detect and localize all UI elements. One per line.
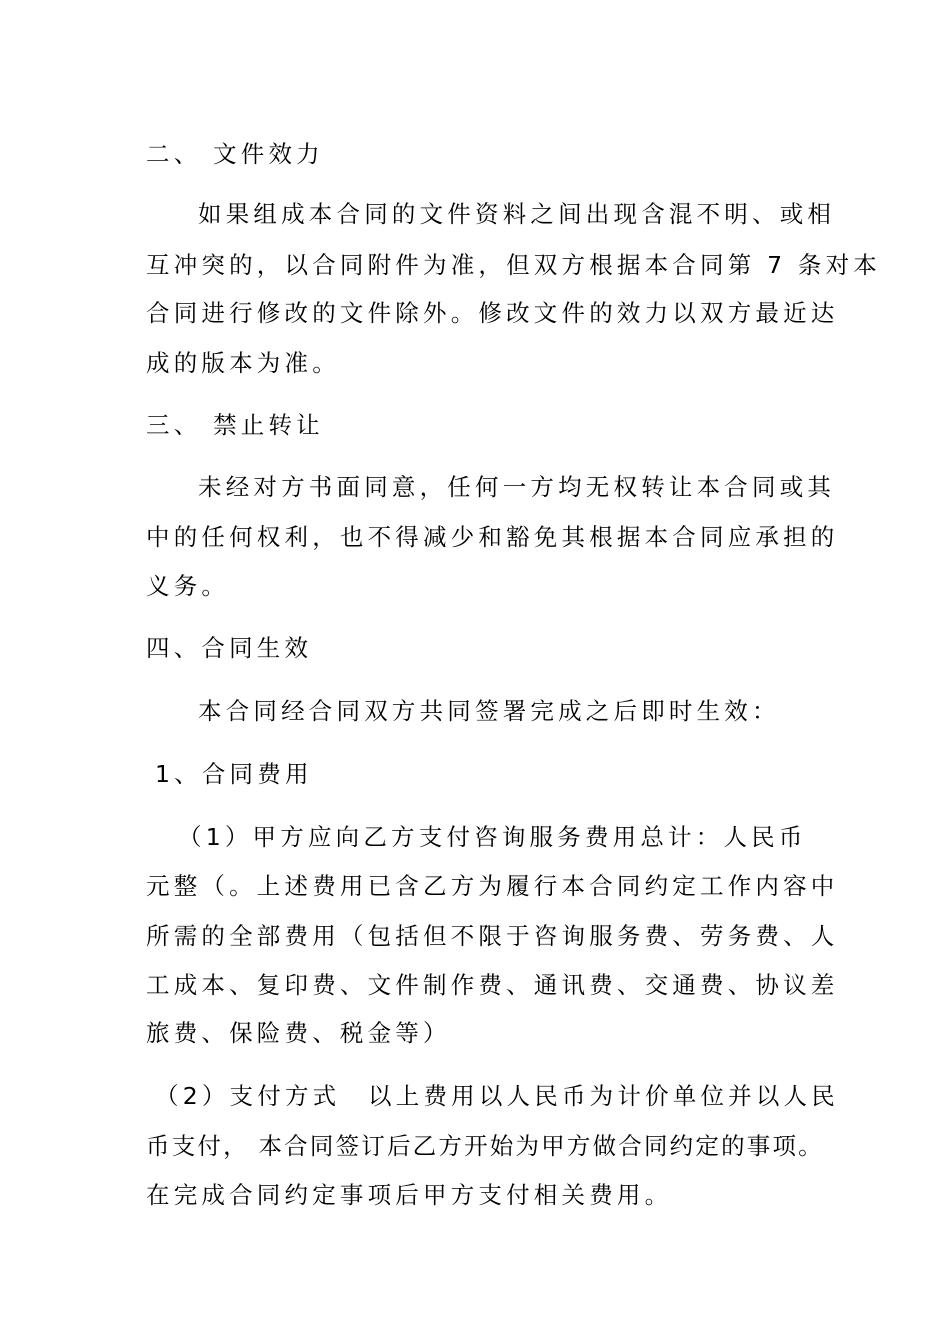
paragraph-line: 币支付， 本合同签订后乙方开始为甲方做合同约定的事项。 (146, 1132, 824, 1160)
paragraph-line: 旅费、保险费、税金等） (146, 1019, 451, 1047)
paragraph-line: 义务。 (146, 572, 230, 600)
paragraph-line: （1）甲方应向乙方支付咨询服务费用总计：人民币 (178, 823, 807, 851)
section-heading-no-transfer: 三、 禁止转让 (146, 411, 324, 439)
paragraph-line: 工成本、复印费、文件制作费、通讯费、交通费、协议差 (146, 971, 839, 999)
paragraph-line: 未经对方书面同意，任何一方均无权转让本合同或其 (198, 473, 836, 501)
paragraph-line: 互冲突的，以合同附件为准，但双方根据本合同第 7 条对本 (146, 251, 881, 279)
section-heading-contract-effect: 四、合同生效 (146, 634, 313, 662)
paragraph-line: 元整（。上述费用已含乙方为履行本合同约定工作内容中 (146, 872, 839, 900)
paragraph-line: 本合同经合同双方共同签署完成之后即时生效： (198, 697, 780, 725)
paragraph-line: 成的版本为准。 (146, 349, 340, 377)
paragraph-line: （2）支付方式 以上费用以人民币为计价单位并以人民 (155, 1082, 839, 1110)
paragraph-line: 在完成合同约定事项后甲方支付相关费用。 (146, 1181, 673, 1209)
paragraph-line: 所需的全部费用（包括但不限于咨询服务费、劳务费、人 (146, 922, 839, 950)
paragraph-line: 如果组成本合同的文件资料之间出现含混不明、或相 (198, 200, 836, 228)
subsection-heading-contract-fee: 1、合同费用 (155, 760, 313, 788)
paragraph-line: 合同进行修改的文件除外。修改文件的效力以双方最近达 (146, 299, 839, 327)
paragraph-line: 中的任何权利，也不得减少和豁免其根据本合同应承担的 (146, 523, 839, 551)
section-heading-document-validity: 二、 文件效力 (146, 140, 324, 168)
